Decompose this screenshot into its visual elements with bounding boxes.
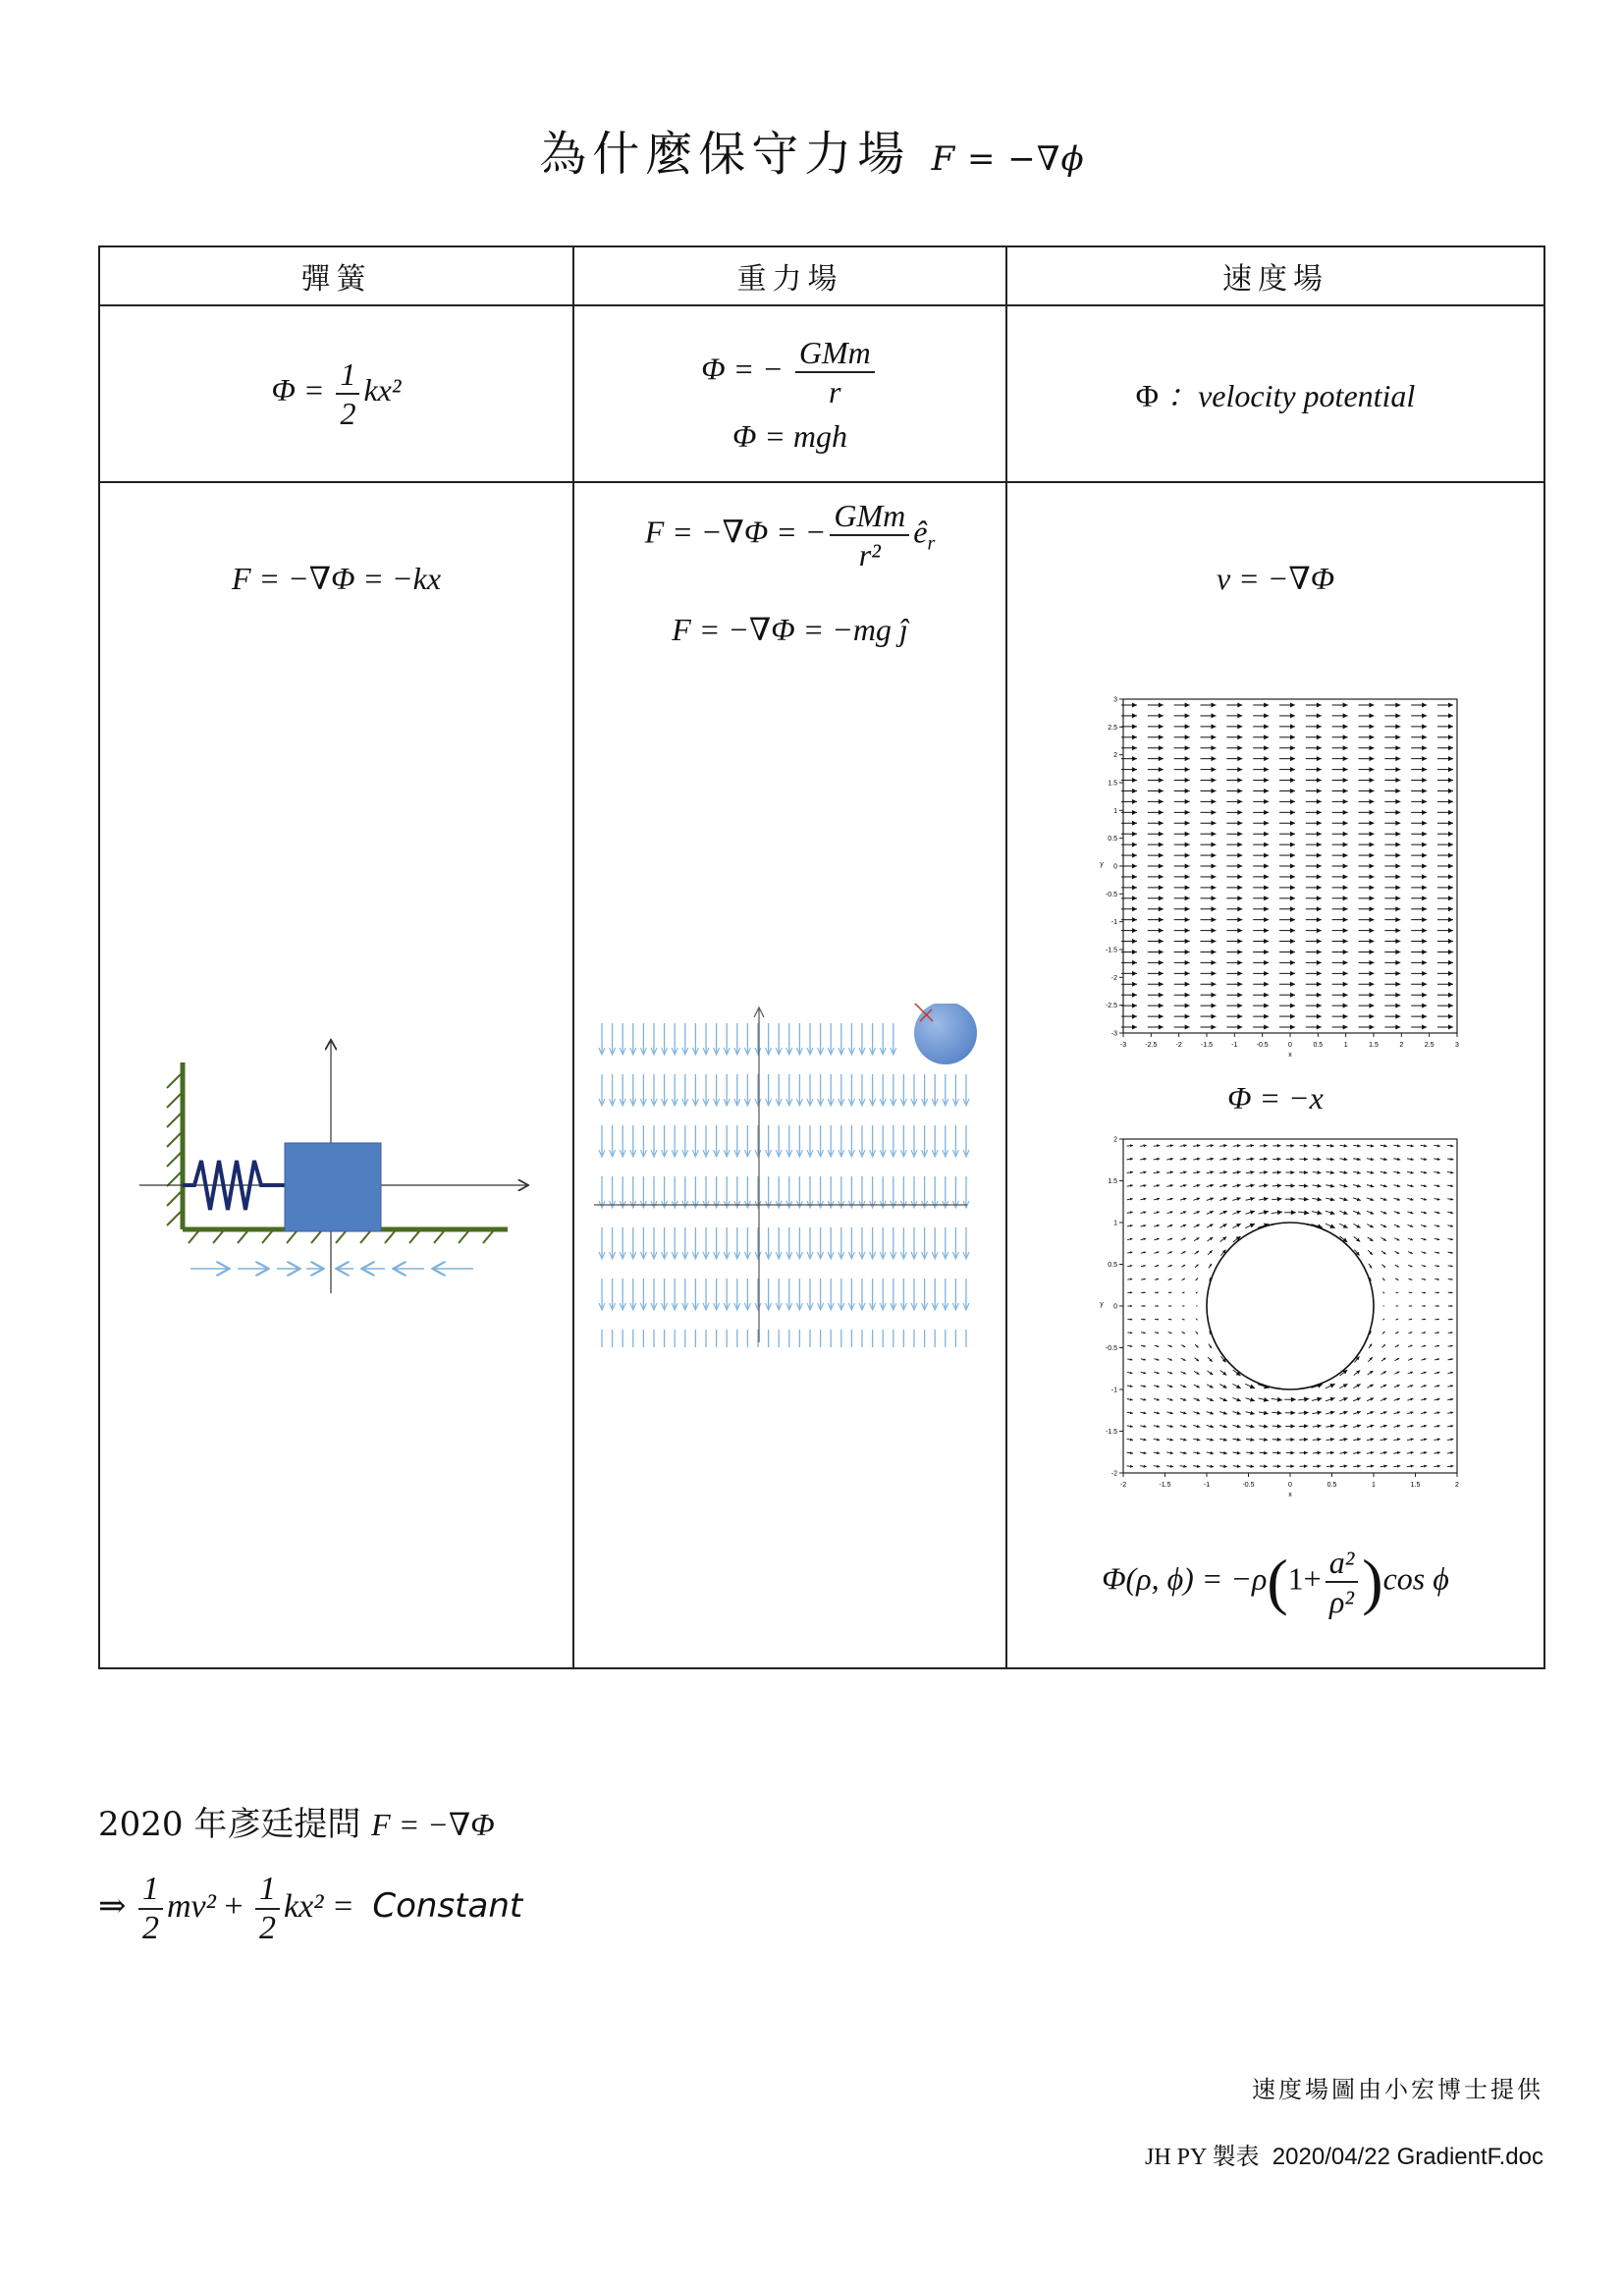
header-velocity: 速度場 (1006, 246, 1544, 305)
y-tick-label: 0.5 (1108, 836, 1117, 843)
x-tick-label: 0 (1288, 1042, 1292, 1049)
x-tick-label: -0.5 (1242, 1482, 1255, 1489)
cylinder-flow-plot (1094, 1131, 1467, 1504)
y-tick-label: -1.5 (1105, 947, 1117, 954)
x-tick-label: -0.5 (1256, 1042, 1269, 1049)
question-text: 2020 年彥廷提問 (98, 1805, 361, 1844)
x-tick-label: -2 (1175, 1042, 1182, 1049)
title-text: 為什麼保守力場 (539, 127, 911, 182)
energy-conservation-eq: ⇒ $\frac{1}{2}$ mv² + $\frac{1}{2}$ kx² = Constant (98, 1871, 523, 1946)
x-axis-label: x (1288, 1492, 1292, 1498)
footer-question (98, 1797, 495, 1845)
uniform-potential-label: Φ = −x (1227, 1080, 1324, 1115)
x-tick-label: -1.5 (1200, 1042, 1214, 1049)
floor-hatching (189, 1231, 493, 1243)
comparison-table (98, 245, 1545, 1669)
gravity-axes (594, 1007, 967, 1342)
x-tick-label: 0 (1288, 1482, 1292, 1489)
y-tick-label: 2.5 (1108, 724, 1117, 732)
y-tick-label: -1 (1110, 1387, 1117, 1394)
gravity-potential-cell (573, 305, 1006, 482)
spring-potential-cell (99, 305, 573, 482)
downward-field-arrows (599, 1023, 969, 1347)
y-tick-label: 1 (1113, 807, 1117, 815)
y-tick-label: -3 (1110, 1030, 1117, 1038)
x-tick-label: -1.5 (1159, 1482, 1171, 1489)
gravity-field-diagram (594, 1004, 987, 1347)
x-tick-label: 1.5 (1410, 1482, 1421, 1489)
x-tick-label: -1 (1203, 1482, 1211, 1489)
y-tick-label: 2 (1113, 752, 1117, 760)
x-tick-label: 1 (1372, 1482, 1376, 1489)
title-equation: F = −∇ϕ (931, 139, 1085, 179)
uniform-flow-arrows (1121, 703, 1453, 1030)
credit-note: 速度場圖由小宏博士提供 (1252, 2076, 1543, 2103)
header-gravity: 重力場 (573, 246, 1006, 305)
y-tick-label: 2 (1113, 1136, 1117, 1144)
y-tick-label: 3 (1113, 696, 1117, 704)
gravity-force-2: F = −∇Φ = −mg ĵ (672, 612, 908, 647)
velocity-potential: Φ ：velocity potential (1135, 378, 1416, 413)
x-tick-label: 1.5 (1369, 1042, 1379, 1049)
y-tick-label: -2 (1110, 974, 1117, 982)
page-title (0, 116, 1624, 184)
x-tick-label: 3 (1455, 1042, 1459, 1049)
y-tick-label: -1.5 (1105, 1429, 1117, 1436)
question-equation: F = −∇Φ (371, 1807, 495, 1842)
mass-block (285, 1143, 381, 1231)
y-tick-label: -0.5 (1105, 1345, 1117, 1352)
y-axis-label: y (1100, 1301, 1104, 1308)
y-tick-label: 0.5 (1108, 1262, 1117, 1269)
y-tick-label: 1.5 (1108, 1178, 1117, 1185)
header-spring: 彈簧 (99, 246, 573, 305)
gravity-potential: Φ = − $\frac{\text{GMm}}{r}$ (574, 334, 1005, 410)
x-axis-label: x (1288, 1052, 1292, 1059)
y-tick-label: -0.5 (1105, 891, 1117, 898)
x-tick-label: 2.5 (1424, 1042, 1435, 1049)
x-tick-label: 2 (1399, 1042, 1404, 1049)
spring-diagram (139, 1033, 552, 1328)
cylinder-boundary (1207, 1223, 1374, 1389)
uniform-flow-plot (1094, 691, 1467, 1064)
x-tick-label: 1 (1343, 1042, 1348, 1049)
gravity-potential-2: Φ = mgh (731, 417, 848, 454)
velocity-potential-cell (1006, 305, 1544, 482)
y-axis-label: y (1100, 861, 1104, 868)
y-tick-label: -1 (1110, 919, 1117, 927)
x-tick-label: -3 (1119, 1042, 1127, 1049)
maker-note: JH PY 製表 2020/04/22 GradientF.doc (1144, 2144, 1543, 2170)
spring-force: F = −∇Φ = −kx (231, 561, 442, 596)
velocity-field-eq: v = −∇Φ (1216, 561, 1335, 596)
y-tick-label: 1.5 (1108, 780, 1117, 788)
spring-cell (99, 482, 573, 1668)
y-tick-label: -2.5 (1105, 1003, 1117, 1010)
x-tick-label: 2 (1455, 1482, 1459, 1489)
y-tick-label: 0 (1113, 863, 1117, 871)
x-tick-label: -1 (1231, 1042, 1238, 1049)
cylinder-potential-label: Φ(ρ, ϕ) = −ρ(1+ $\frac{\text{a²}}{\text{ρ²}}$ )cos ϕ (1102, 1545, 1449, 1619)
y-tick-label: -2 (1110, 1470, 1117, 1478)
spring-potential: Φ = $\frac{1}{2}$ kx² (271, 356, 402, 431)
gravity-cell (573, 482, 1006, 1668)
x-tick-label: 0.5 (1313, 1042, 1324, 1049)
gravity-force: F = −∇Φ = − $\frac{\text{GMm}}{\text{r²}}$ $ê_r$ (644, 498, 936, 572)
x-tick-label: -2.5 (1145, 1042, 1158, 1049)
x-tick-label: -2 (1119, 1482, 1127, 1489)
y-tick-label: 1 (1113, 1220, 1117, 1227)
velocity-cell (1006, 482, 1544, 1668)
x-tick-label: 0.5 (1326, 1482, 1337, 1489)
y-tick-label: 0 (1113, 1303, 1117, 1311)
